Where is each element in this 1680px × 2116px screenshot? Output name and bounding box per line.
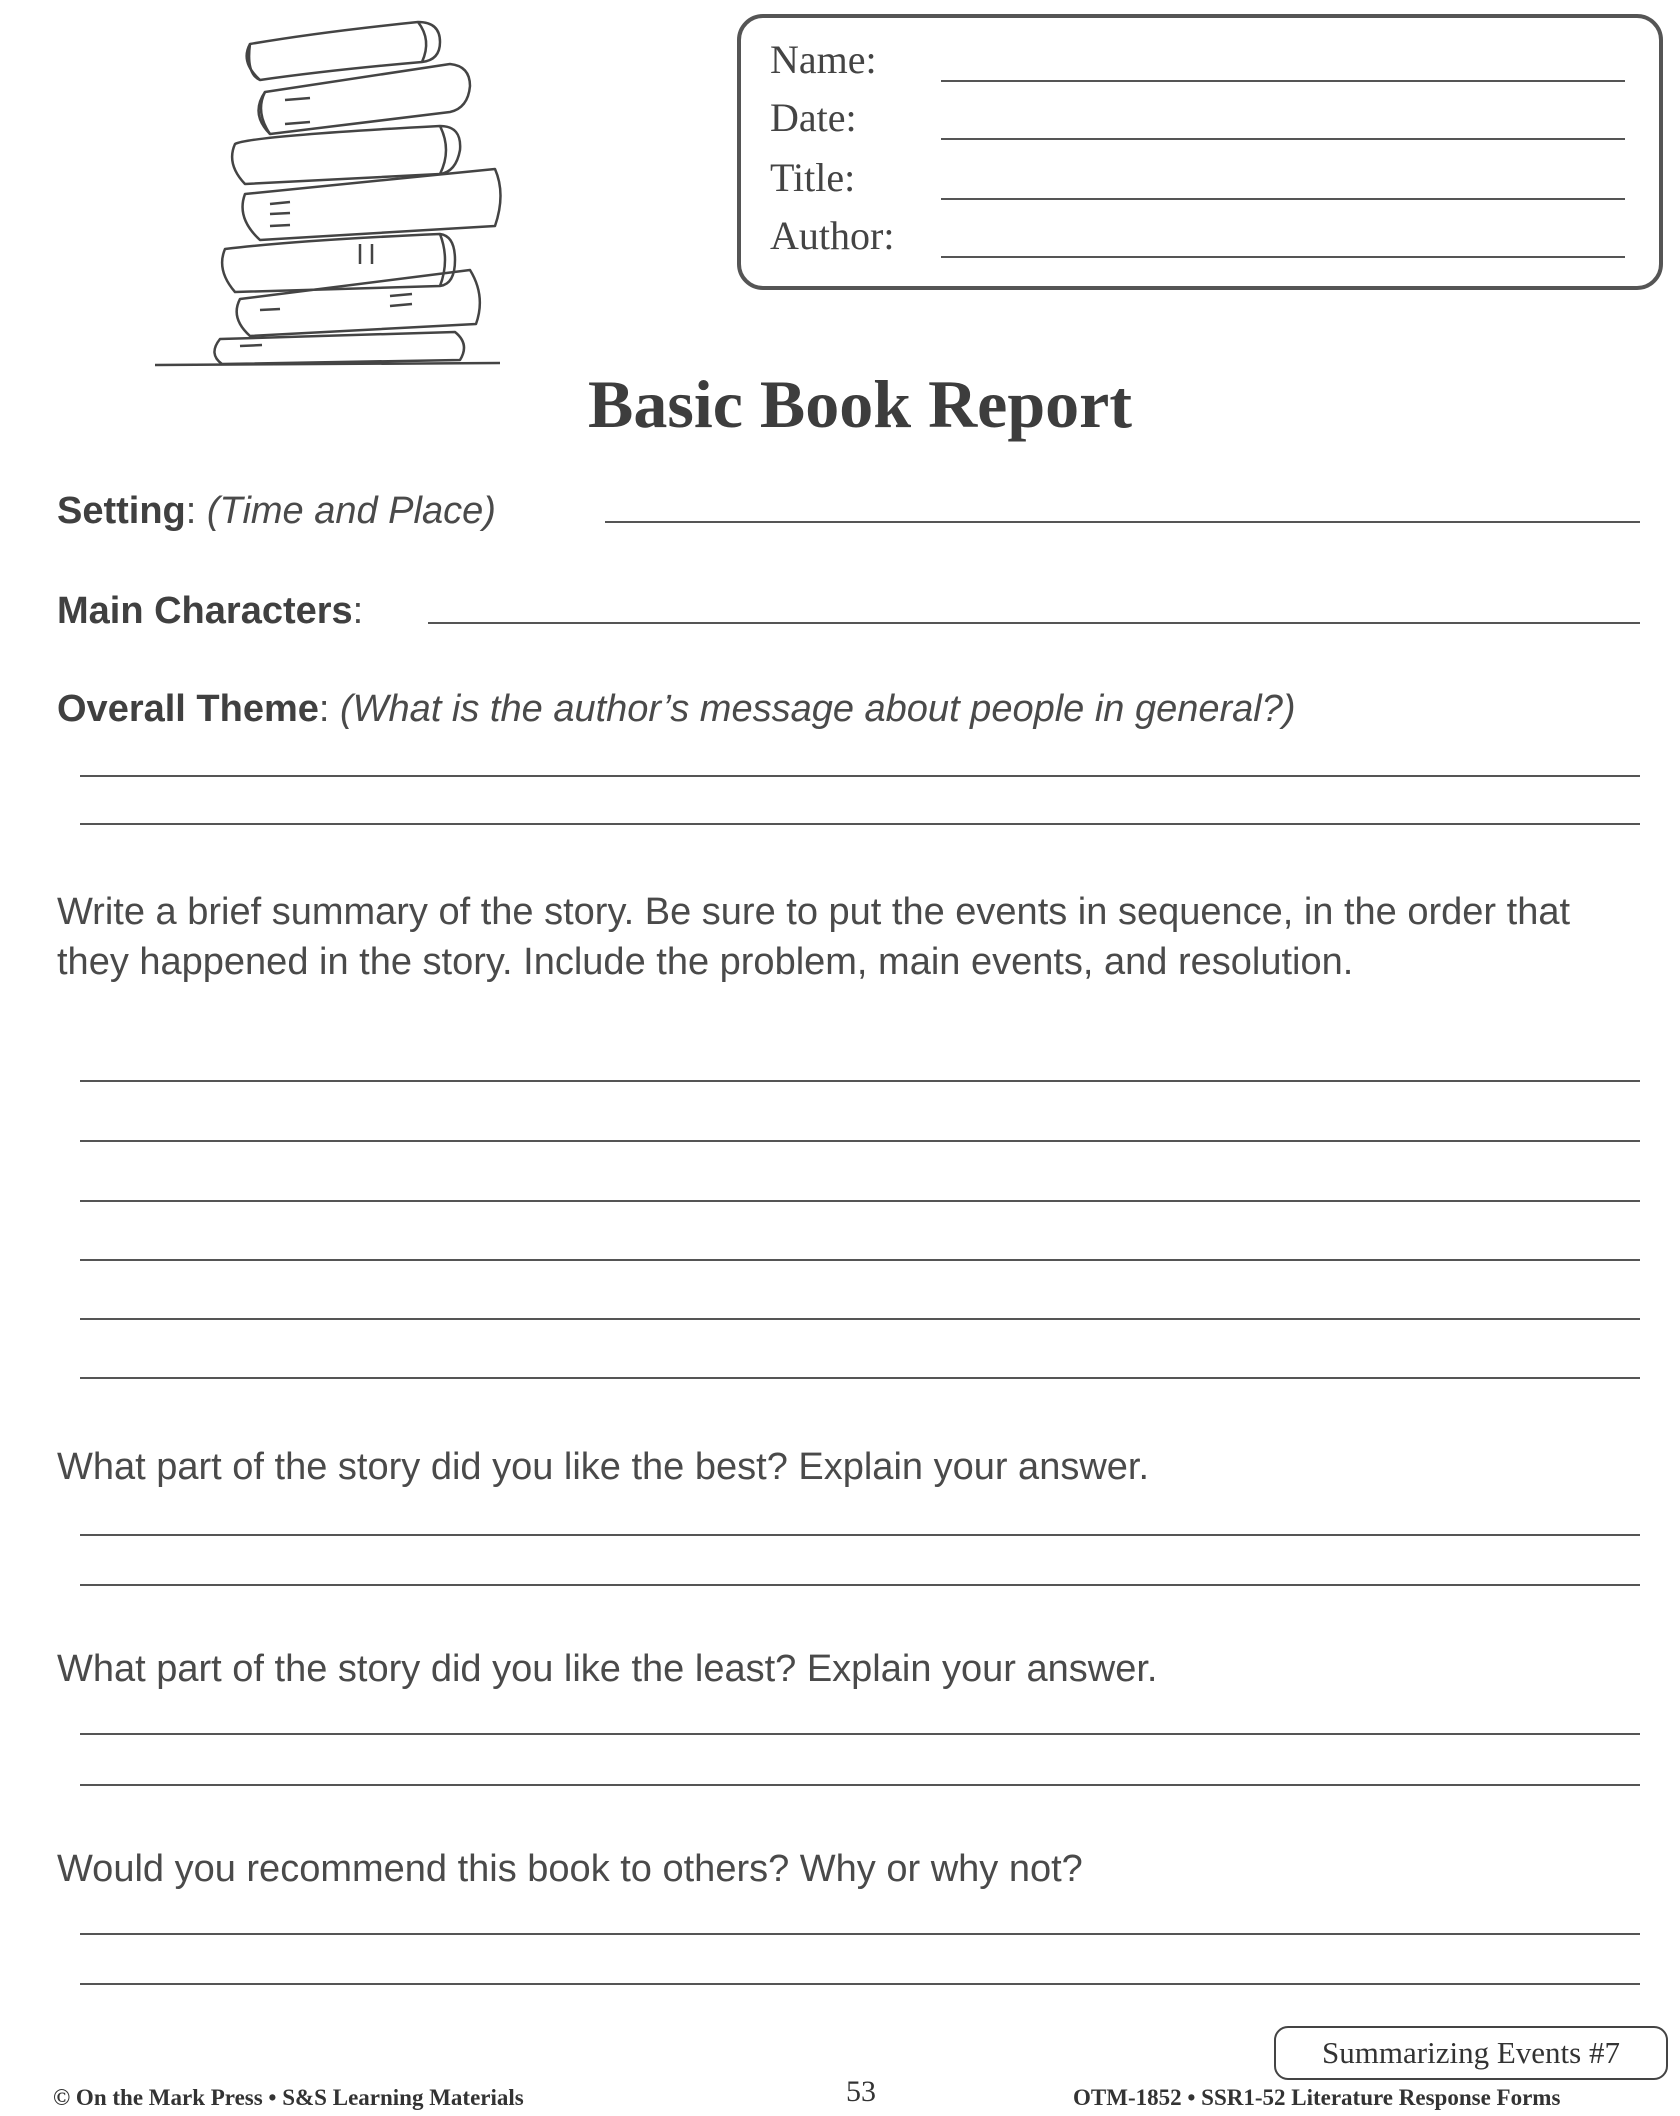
theme-prompt: Overall Theme: (What is the author’s message about people in general?) (57, 688, 1296, 730)
copyright-text: © On the Mark Press • S&S Learning Materials (53, 2085, 524, 2110)
name-line[interactable] (941, 80, 1625, 82)
summary-answer-line[interactable] (80, 1080, 1640, 1082)
product-code-text: OTM-1852 • SSR1-52 Literature Response Forms (1073, 2085, 1561, 2110)
theme-hint: (What is the author’s message about people in general?) (340, 688, 1296, 730)
least-part-prompt: What part of the story did you like the least? Explain your answer. (57, 1648, 1158, 1690)
date-line[interactable] (941, 138, 1625, 140)
title-label: Title: (770, 155, 856, 200)
summary-answer-line[interactable] (80, 1200, 1640, 1202)
page-number: 53 (846, 2075, 876, 2108)
theme-label: Overall Theme (57, 688, 319, 730)
characters-prompt: Main Characters: (57, 590, 364, 632)
recommend-prompt: Would you recommend this book to others? Why or why not? (57, 1848, 1083, 1890)
summary-answer-line[interactable] (80, 1140, 1640, 1142)
least-part-answer-line[interactable] (80, 1733, 1640, 1735)
author-line[interactable] (941, 256, 1625, 258)
summary-answer-line[interactable] (80, 1259, 1640, 1261)
page-title: Basic Book Report (588, 366, 1132, 442)
characters-label: Main Characters (57, 590, 353, 632)
summary-prompt: Write a brief summary of the story. Be sure to put the events in sequence, in the order that they happened in the story. Include the problem, main events, and resolution. (57, 891, 1571, 983)
title-line[interactable] (941, 198, 1625, 200)
author-label: Author: (770, 213, 895, 258)
best-part-prompt: What part of the story did you like the best? Explain your answer. (57, 1446, 1150, 1488)
setting-hint: (Time and Place) (206, 490, 496, 532)
book-stack-illustration (150, 14, 520, 374)
theme-answer-line[interactable] (80, 775, 1640, 777)
recommend-answer-line[interactable] (80, 1933, 1640, 1935)
theme-answer-line[interactable] (80, 823, 1640, 825)
setting-prompt: Setting: (Time and Place) (57, 490, 496, 532)
best-part-answer-line[interactable] (80, 1584, 1640, 1586)
summary-answer-line[interactable] (80, 1318, 1640, 1320)
student-info-box (737, 14, 1663, 290)
recommend-answer-line[interactable] (80, 1983, 1640, 1985)
best-part-answer-line[interactable] (80, 1534, 1640, 1536)
summary-answer-line[interactable] (80, 1377, 1640, 1379)
characters-answer-line[interactable] (428, 622, 1640, 624)
name-label: Name: (770, 37, 877, 82)
setting-answer-line[interactable] (605, 521, 1640, 523)
date-label: Date: (770, 95, 857, 140)
least-part-answer-line[interactable] (80, 1784, 1640, 1786)
summarizing-events-tag: Summarizing Events #7 (1274, 2026, 1668, 2080)
setting-label: Setting (57, 490, 186, 532)
